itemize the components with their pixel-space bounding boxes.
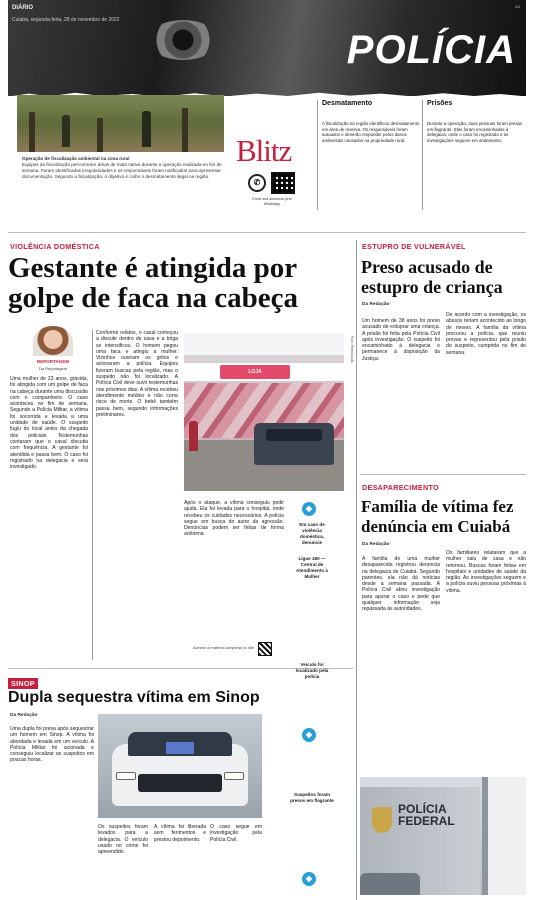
right2-headline-line1: Família de vítima fez xyxy=(361,497,514,516)
page-number: A4 xyxy=(515,4,520,9)
right2-headline xyxy=(361,497,529,537)
blitz-column-2-title: Prisões xyxy=(427,100,453,107)
section-divider xyxy=(360,474,526,475)
info-icon: ◆ xyxy=(302,728,316,742)
sinop-headline: Dupla sequestra vítima em Sinop xyxy=(8,689,260,706)
sinop-kicker: SINOP xyxy=(8,678,38,689)
author-avatar xyxy=(33,326,73,356)
right2-headline-line2: denúncia em Cuiabá xyxy=(361,517,511,536)
column-divider xyxy=(92,330,93,660)
federal-police-sign-line1: POLÍCIA xyxy=(398,802,447,816)
right1-body-text-2: De acordo com a investigação, os abusos teriam acontecido ao longo de meses. A família da vítima procurou a polícia, que reuniu provas e representou pela prisão do suspeito, cumprida no fim de semana. xyxy=(446,312,526,356)
police-badge-icon xyxy=(372,807,392,833)
whatsapp-icon: ✆ xyxy=(248,174,266,192)
right1-kicker: ESTUPRO DE VULNERÁVEL xyxy=(362,242,466,251)
photo-credit: Foto: Reprodução xyxy=(350,336,354,364)
sinop-body-column-3 xyxy=(154,824,206,896)
blitz-column-2 xyxy=(427,100,525,143)
right2-body-column-1 xyxy=(362,556,440,766)
right2-byline: Da Redação xyxy=(362,542,390,547)
right1-body-text-1: Um homem de 38 anos foi preso acusado de estuprar uma criança. A prisão foi feita pela Polícia Civil após investigação. O suspeito foi encaminhado à delegacia e permanece à disposição da Justiça. xyxy=(362,318,440,362)
info-icon: ◆ xyxy=(302,502,316,516)
blitz-caption xyxy=(22,156,222,180)
masthead-dateline: Cuiabá, segunda-feira, 28 de novembro de 2022 xyxy=(12,17,120,23)
main-body-text-3: Após o ataque, a vítima conseguiu pedir ajuda. Ela foi levada para o hospital, onde recebeu os cuidados necessários. A polícia segue em busca do autor da agressão. Denúncias podem ser feitas de forma anônima. xyxy=(184,500,284,538)
main-body-column-3 xyxy=(184,500,284,640)
right2-kicker: DESAPARECIMENTO xyxy=(362,483,439,492)
sinop-body-text-4: O caso segue em investigação pela Polícia Civil. xyxy=(210,824,262,843)
right1-headline-line2: estupro de criança xyxy=(361,277,503,297)
right2-body-text-1: A família de uma mulher desaparecida registrou denúncia na delegacia de Cuiabá. Segundo parentes, ela não dá notícias desde a semana passada. A Polícia Civil abriu investigação para apurar o caso e pede que qualquer informação seja repassada às autoridades. xyxy=(362,556,440,613)
sinop-body-text-1: Uma dupla foi presa após sequestrar um homem em Sinop. A vítima foi abordada e levada em um veículo. A Polícia Militar foi acionada e conseguiu localizar os suspeitos em poucas horas. xyxy=(10,726,94,764)
main-headline-line2: golpe de faca na cabeça xyxy=(8,282,298,314)
right2-body-column-2 xyxy=(446,550,526,766)
blitz-caption-title: Operação de fiscalização ambiental na zona rural xyxy=(22,156,130,161)
sinop-body-column-2 xyxy=(98,824,148,896)
right1-byline: Da Redação xyxy=(362,302,390,307)
column-divider xyxy=(422,100,423,210)
column-divider xyxy=(317,100,318,210)
section-header xyxy=(8,0,526,96)
blitz-column-1-text: A fiscalização na região identificou desmatamento em área de reserva. Os responsáveis foram autuados e deverão responder pelos danos ambientais causados na propriedade rural. xyxy=(322,121,420,143)
store-sign: LOJA xyxy=(220,365,290,379)
blitz-column-1-title: Desmatamento xyxy=(322,100,373,107)
qr-caption: Acesse a matéria completa no site xyxy=(192,645,254,650)
sinop-car-photo xyxy=(98,714,262,818)
info-icon: ◆ xyxy=(302,872,316,886)
right1-body-column-1 xyxy=(362,318,440,468)
qr-code-icon xyxy=(271,172,295,194)
right2-body-text-2: Os familiares relataram que a mulher saiu de casa e não retornou. Buscas foram feitas em hospitais e unidades de saúde da região. As investigações seguem e a polícia ouviu pessoas próximas à vítima. xyxy=(446,550,526,594)
qr-code-icon xyxy=(258,642,272,656)
main-headline-line1: Gestante é atingida por xyxy=(8,252,298,284)
main-kicker: VIOLÊNCIA DOMÉSTICA xyxy=(10,242,100,251)
blitz-logo: Blitz xyxy=(236,133,292,168)
main-headline xyxy=(8,253,353,313)
section-title: POLÍCIA xyxy=(346,28,516,72)
section-divider xyxy=(8,232,526,233)
store-photo xyxy=(184,333,344,491)
whatsapp-caption: Envie sua denúncia pelo WhatsApp xyxy=(252,197,292,206)
right1-headline-line1: Preso acusado de xyxy=(361,257,493,277)
column-divider xyxy=(356,240,357,900)
federal-police-sign-line2: FEDERAL xyxy=(398,814,455,828)
blitz-column-2-text: Durante a operação, duas pessoas foram presas em flagrante. Elas foram encaminhadas à delegacia, onde o caso foi registrado e as investigações seguem em andamento. xyxy=(427,121,523,143)
sinop-body-column-1 xyxy=(10,726,94,896)
author-subtitle: Da Reportagem xyxy=(38,366,68,371)
sinop-byline: Da Redação xyxy=(10,713,38,718)
main-body-column-1 xyxy=(10,376,88,661)
federal-police-photo xyxy=(360,777,526,895)
main-body-column-2 xyxy=(96,330,178,660)
blitz-caption-text: Equipes da fiscalização percorreram áreas de mata nativa durante a operação realizada no fim de semana. Foram identificadas irregularidades e os responsáveis foram notificados para apresentar documentação. Segundo a fiscalização, o objetivo é coibir o desmatamento ilegal na região. xyxy=(22,162,222,179)
blitz-column-1 xyxy=(322,100,420,143)
blitz-photo xyxy=(17,95,224,152)
masthead-topline: DIÁRIO xyxy=(12,5,33,11)
author-name: REPORTAGEM xyxy=(37,359,69,364)
right1-headline xyxy=(361,257,529,297)
sinop-side-note-1: Veículo foi localizado pela polícia xyxy=(295,662,329,679)
sinop-side-note-2: Suspeitos foram presos em flagrante xyxy=(290,792,334,803)
sinop-body-text-3: A vítima foi liberada sem ferimentos e prestou depoimento. xyxy=(154,824,206,843)
sinop-body-text-2: Os suspeitos foram levados para a delegacia. O veículo usado no crime foi apreendido. xyxy=(98,824,148,856)
main-side-note-1: Em caso de violência doméstica, denuncie xyxy=(299,522,325,545)
main-body-text-2: Conforme relatos, o casal começou a discutir dentro de casa e a briga se intensificou. O homem pegou uma faca e atingiu a mulher. Vizinhos ouviram os gritos e acionaram a polícia. Equipes fizeram buscas pela região, mas o suspeito não foi localizado. A Polícia Civil deve ouvir testemunhas nos próximos dias. A vítima recebeu atendimento médico e não corre risco de morte. O bebê também passa bem, segundo informações preliminares. xyxy=(96,330,178,418)
main-side-note-2: Ligue 180 — Central de Atendimento à Mulher xyxy=(296,556,328,579)
header-background-image xyxy=(148,20,218,60)
federal-police-sign xyxy=(398,803,455,827)
right1-body-column-2 xyxy=(446,312,526,468)
sinop-body-column-4 xyxy=(210,824,262,896)
main-body-text-1: Uma mulher de 23 anos, grávida, foi atingida com um golpe de faca na cabeça durante uma discussão com o companheiro. O caso aconteceu no fim de semana. Segundo a Polícia Militar, a vítima foi socorrida e levada a uma unidade de saúde. O suspeito fugiu do local antes da chegada dos policiais. Testemunhas contaram que o casal discutia com frequência. A gestante foi atendida e passa bem. O caso foi registrado na delegacia e será investigado. xyxy=(10,376,88,471)
